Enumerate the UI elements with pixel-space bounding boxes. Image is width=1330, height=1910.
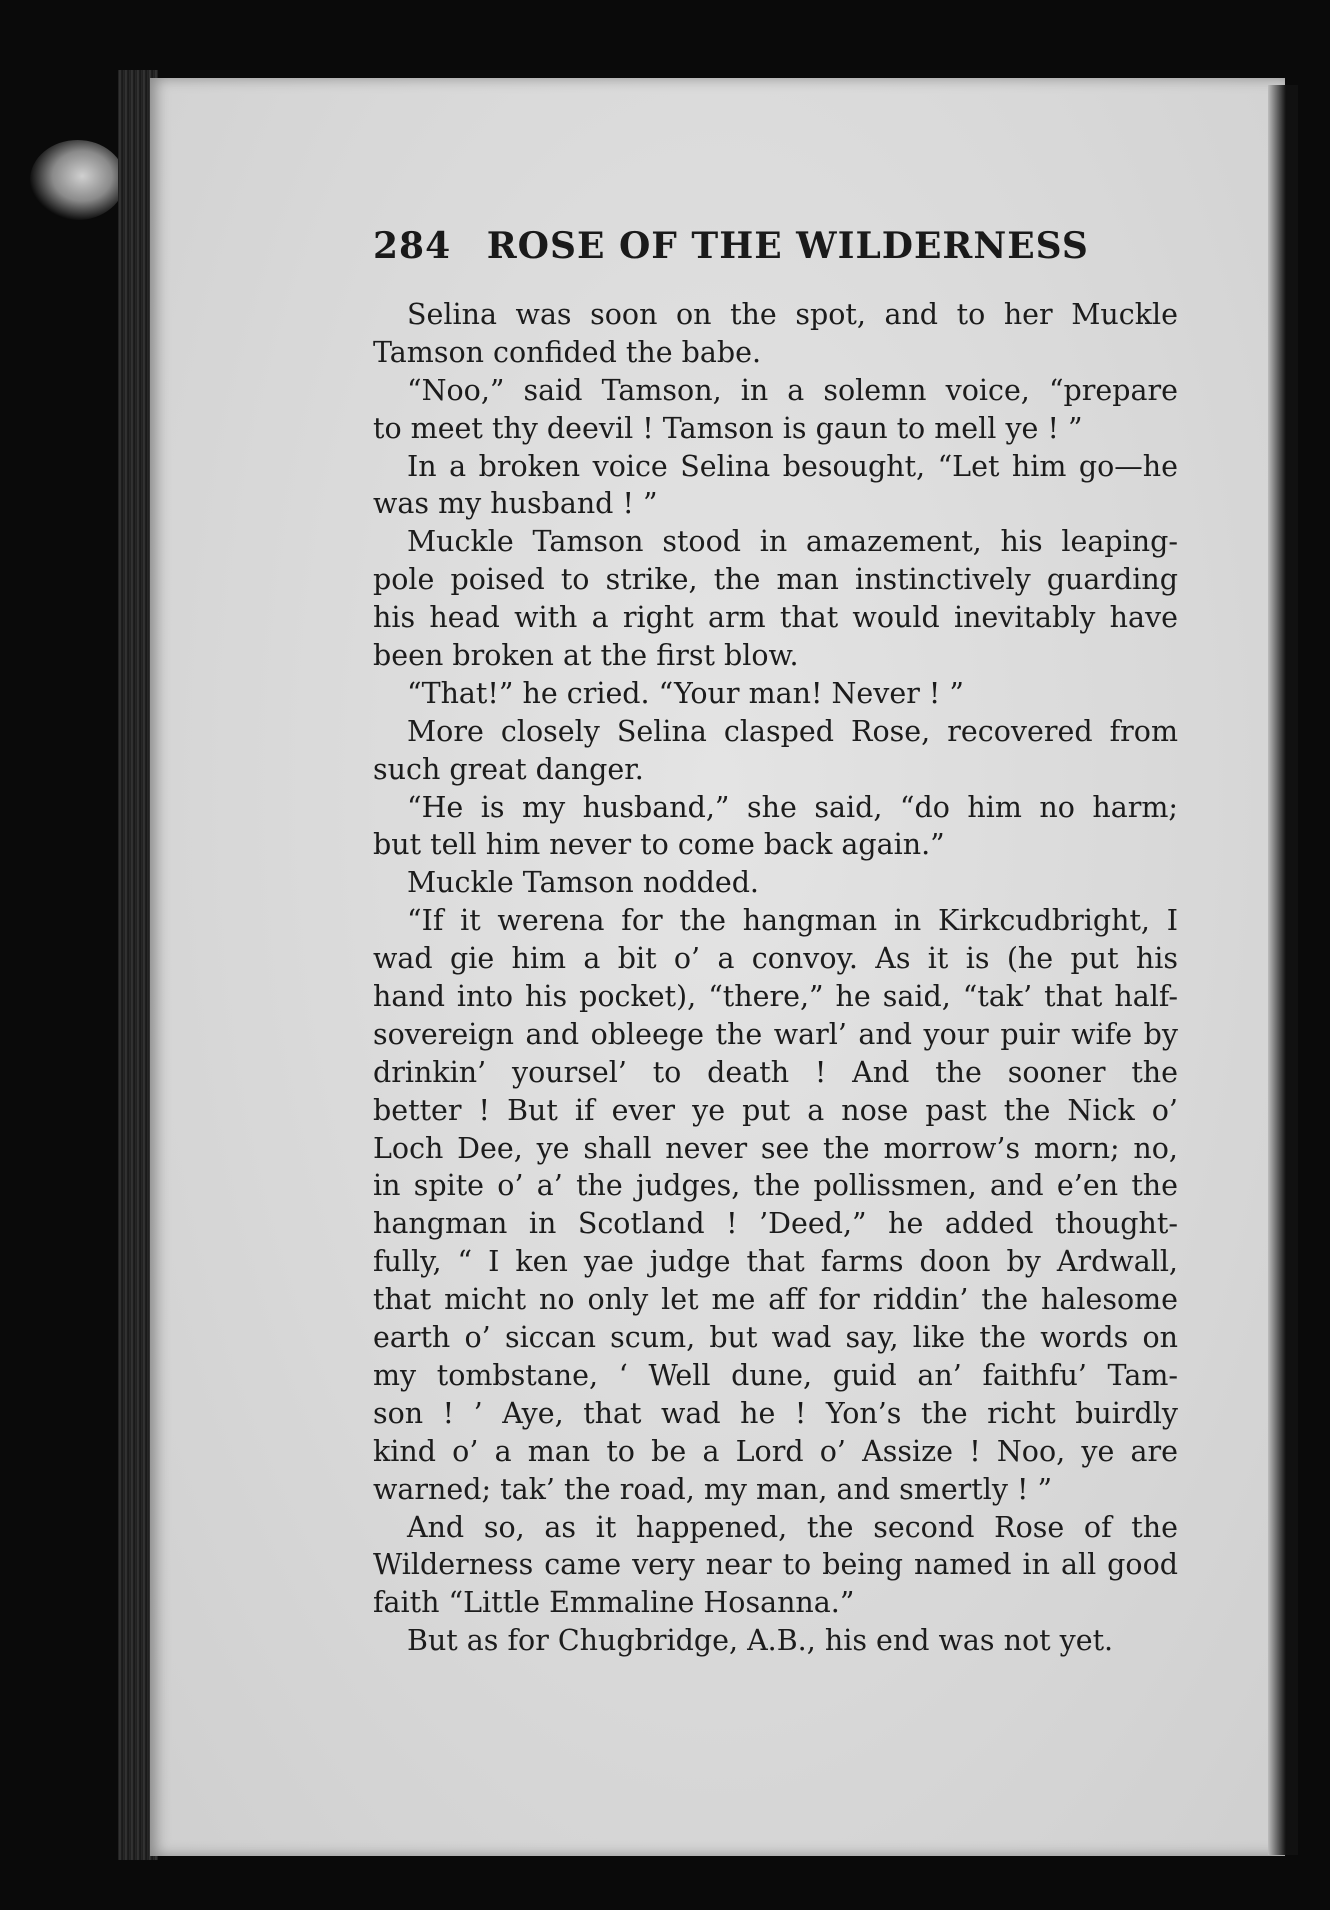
text-line: And so, as it happened, the second Rose of the xyxy=(407,1510,1178,1544)
text-line: More closely Selina clasped Rose, recovered from xyxy=(407,714,1178,748)
text-line: Muckle Tamson nodded. xyxy=(407,866,759,900)
text-line: in spite o’ a’ the judges, the pollissmen, and e’en the xyxy=(373,1169,1178,1203)
text-line: hangman in Scotland ! ’Deed,” he added thought- xyxy=(373,1207,1178,1241)
ink-smudge xyxy=(30,140,125,220)
text-line: “That!” he cried. “Your man! Never ! ” xyxy=(407,676,964,710)
text-line: wad gie him a bit o’ a convoy. As it is (he put his xyxy=(373,942,1178,976)
page-number: 284 xyxy=(373,225,452,267)
text-line: kind o’ a man to be a Lord o’ Assize ! Noo, ye are xyxy=(373,1434,1178,1468)
running-head-title: ROSE OF THE WILDERNESS xyxy=(486,225,1089,267)
text-line: been broken at the first blow. xyxy=(373,639,799,673)
running-header xyxy=(373,225,1089,267)
text-line: Muckle Tamson stood in amazement, his leaping- xyxy=(407,525,1178,559)
text-line: my tombstane, ‘ Well dune, guid an’ faithfu’ Tam- xyxy=(373,1358,1178,1392)
text-line: better ! But if ever ye put a nose past the Nick o’ xyxy=(373,1093,1178,1127)
right-page-edge xyxy=(1268,85,1298,1855)
text-line: such great danger. xyxy=(373,752,644,786)
text-line: hand into his pocket), “there,” he said, “tak’ that half- xyxy=(373,980,1178,1014)
text-line: In a broken voice Selina besought, “Let him go—he xyxy=(407,449,1178,483)
text-line: “If it werena for the hangman in Kirkcudbright, I xyxy=(407,904,1178,938)
text-line: “He is my husband,” she said, “do him no harm; xyxy=(407,790,1178,824)
text-line: Tamson confided the babe. xyxy=(373,335,762,369)
text-line: faith “Little Emmaline Hosanna.” xyxy=(373,1586,855,1620)
text-line: but tell him never to come back again.” xyxy=(373,828,945,862)
text-line: drinkin’ yoursel’ to death ! And the sooner the xyxy=(373,1055,1178,1089)
text-line: sovereign and obleege the warl’ and your puir wife by xyxy=(373,1017,1178,1051)
text-line: Loch Dee, ye shall never see the morrow’s morn; no, xyxy=(373,1131,1178,1165)
body-text xyxy=(373,296,1178,1660)
text-line: Wilderness came very near to being named in all good xyxy=(373,1548,1178,1582)
text-line: his head with a right arm that would inevitably have xyxy=(373,601,1178,635)
text-line: “Noo,” said Tamson, in a solemn voice, “prepare xyxy=(407,373,1178,407)
text-line: son ! ’ Aye, that wad he ! Yon’s the richt buirdly xyxy=(373,1396,1178,1430)
text-line: warned; tak’ the road, my man, and smertly ! ” xyxy=(373,1472,1053,1506)
text-line: But as for Chugbridge, A.B., his end was not yet. xyxy=(407,1624,1114,1658)
text-line: fully, “ I ken yae judge that farms doon by Ardwall, xyxy=(373,1245,1178,1279)
text-line: to meet thy deevil ! Tamson is gaun to mell ye ! ” xyxy=(373,411,1083,445)
text-line: Selina was soon on the spot, and to her Muckle xyxy=(407,298,1178,331)
text-line: was my husband ! ” xyxy=(373,487,658,521)
text-line: pole poised to strike, the man instinctively guarding xyxy=(373,563,1178,597)
text-line: that micht no only let me aff for riddin’ the halesome xyxy=(373,1283,1178,1317)
text-line: earth o’ siccan scum, but wad say, like the words on xyxy=(373,1321,1178,1355)
